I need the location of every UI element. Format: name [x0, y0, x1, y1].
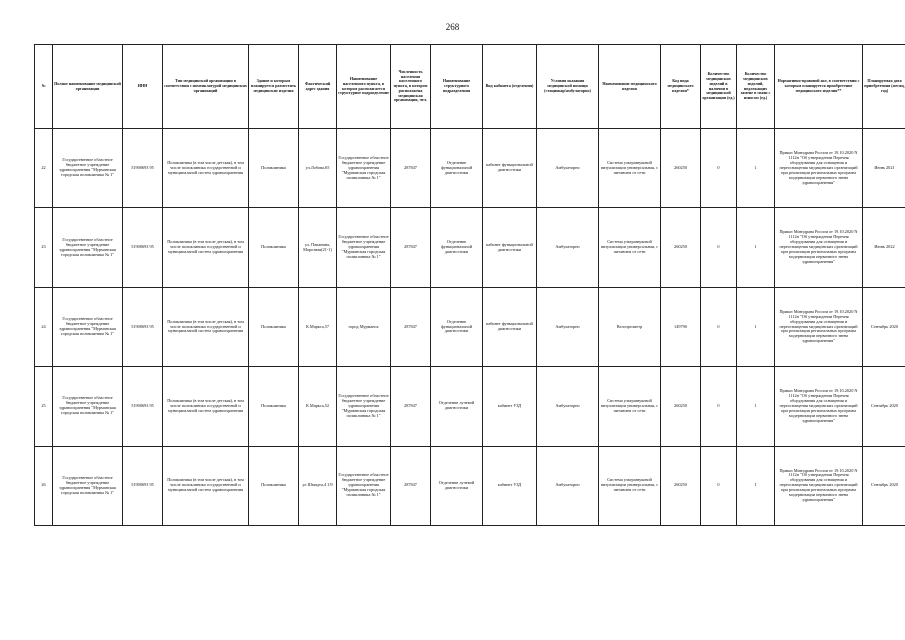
- cell-code: 260250: [661, 367, 701, 446]
- cell-device: Система ультразвуковой визуализации универсальная, с питанием от сети: [599, 367, 661, 446]
- cell-qty-replace: 1: [737, 367, 775, 446]
- cell-cabinet: кабинет УЗД: [483, 367, 537, 446]
- cell-population: 287847: [391, 208, 431, 287]
- cell-inn: 51900693 95: [123, 208, 163, 287]
- cell-locality: Государственное областное бюджетное учреждение здравоохранения "Мурманская городская поликлиника № 1": [337, 208, 391, 287]
- cell-building: Поликлиника: [249, 129, 299, 208]
- cell-locality: Государственное областное бюджетное учреждение здравоохранения "Мурманская городская поликлиника № 1": [337, 446, 391, 525]
- cell-number: 23: [35, 208, 53, 287]
- col-header-type: Тип медицинской организации в соответствии с номенклатурой медицинских организаций: [163, 45, 249, 129]
- cell-qty-replace: 1: [737, 287, 775, 366]
- col-header-code: Код вида медицинского изделия*: [661, 45, 701, 129]
- cell-cabinet: кабинет функциональной диагностики: [483, 208, 537, 287]
- cell-subdivision: Отделение лучевой диагностики: [431, 367, 483, 446]
- cell-conditions: Амбулаторно: [537, 208, 599, 287]
- cell-subdivision: Отделение функциональной диагностики: [431, 129, 483, 208]
- cell-device: Система ультразвуковой визуализации универсальная, с питанием от сети: [599, 446, 661, 525]
- col-header-inn: ИНН: [123, 45, 163, 129]
- table-row: [35, 367, 905, 446]
- cell-org: Государственное областное бюджетное учреждение здравоохранения "Мурманская городская поликлиника № 1": [53, 367, 123, 446]
- cell-building: Поликлиника: [249, 287, 299, 366]
- cell-cabinet: кабинет УЗД: [483, 446, 537, 525]
- cell-population: 287847: [391, 446, 431, 525]
- cell-address: К.Маркса,52: [299, 367, 337, 446]
- header-row: [35, 45, 905, 129]
- col-header-building: Здание и которым планируется разместить медицинские изделия: [249, 45, 299, 129]
- cell-type: Поликлиника (в том числе детская), в том числе поликлиника государственной и муниципальной систем здравоохранения: [163, 287, 249, 366]
- col-header-population: Численность населения населенного пункта, в котором расположена медицинская организация, чел.: [391, 45, 431, 129]
- cell-building: Поликлиника: [249, 367, 299, 446]
- col-header-number: №: [35, 45, 53, 129]
- cell-inn: 51900693 95: [123, 446, 163, 525]
- cell-device: Система ультразвуковой визуализации универсальная, с питанием от сети: [599, 208, 661, 287]
- page-number: 268: [445, 22, 460, 32]
- col-header-qty-have: Количество медицинских изделий в наличии в медицинской организации (ед.): [701, 45, 737, 129]
- cell-locality: город Мурманск: [337, 287, 391, 366]
- cell-date: Июнь 2021: [863, 129, 905, 208]
- cell-number: 25: [35, 367, 53, 446]
- cell-building: Поликлиника: [249, 446, 299, 525]
- cell-org: Государственное областное бюджетное учреждение здравоохранения "Мурманская городская поликлиника № 1": [53, 446, 123, 525]
- cell-qty-have: 0: [701, 446, 737, 525]
- cell-qty-have: 0: [701, 129, 737, 208]
- cell-subdivision: Отделение функциональной диагностики: [431, 208, 483, 287]
- cell-date: Июнь 2022: [863, 208, 905, 287]
- table-row: [35, 446, 905, 525]
- cell-locality: Государственное областное бюджетное учреждение здравоохранения "Мурманская городская поликлиника № 1": [337, 367, 391, 446]
- col-header-conditions: Условия оказания медицинской помощи (стационар/амбулаторно): [537, 45, 599, 129]
- col-header-address: Фактический адрес здания: [299, 45, 337, 129]
- cell-subdivision: Отделение функциональной диагностики: [431, 287, 483, 366]
- col-header-subdivision: Наименование структурного подразделения: [431, 45, 483, 129]
- cell-type: Поликлиника (в том числе детская), в том числе поликлиника государственной и муниципальной систем здравоохранения: [163, 208, 249, 287]
- col-header-device: Наименование медицинского изделия: [599, 45, 661, 129]
- cell-act: Приказ Минздрава России от 19.10.2020 N 1112н "Об утверждении Перечня оборудования для оснащения и переоснащения медицинских организаций при реализации региональных программ модернизации первичного звена здравоохранения": [775, 208, 863, 287]
- cell-conditions: Амбулаторно: [537, 129, 599, 208]
- cell-building: Поликлиника: [249, 208, 299, 287]
- cell-locality: Государственное областное бюджетное учреждение здравоохранения "Мурманская городская поликлиника № 1": [337, 129, 391, 208]
- cell-date: Сентябрь 2020: [863, 446, 905, 525]
- cell-number: 22: [35, 129, 53, 208]
- cell-device: Система ультразвуковой визуализации универсальная, с питанием от сети: [599, 129, 661, 208]
- cell-act: Приказ Минздрава России от 19.10.2020 N 1112н "Об утверждении Перечня оборудования для оснащения и переоснащения медицинских организаций при реализации региональных программ модернизации первичного звена здравоохранения": [775, 367, 863, 446]
- cell-conditions: Амбулаторно: [537, 367, 599, 446]
- cell-cabinet: кабинет функциональной диагностики: [483, 287, 537, 366]
- cell-qty-replace: 1: [737, 129, 775, 208]
- cell-qty-have: 0: [701, 367, 737, 446]
- cell-date: Сентябрь 2020: [863, 287, 905, 366]
- cell-qty-have: 0: [701, 287, 737, 366]
- cell-type: Поликлиника (в том числе детская), в том числе поликлиника государственной и муниципальной систем здравоохранения: [163, 367, 249, 446]
- cell-qty-replace: 1: [737, 208, 775, 287]
- cell-code: 260250: [661, 208, 701, 287]
- cell-code: 260250: [661, 446, 701, 525]
- cell-device: Велоэргометр: [599, 287, 661, 366]
- cell-act: Приказ Минздрава России от 19.10.2020 N 1112н "Об утверждении Перечня оборудования для оснащения и переоснащения медицинских организаций при реализации региональных программ модернизации первичного звена здравоохранения": [775, 446, 863, 525]
- col-header-act: Нормативно-правовой акт, в соответствии с которым планируется приобретение медицинского изделия**: [775, 45, 863, 129]
- equipment-register-table: [34, 44, 905, 526]
- cell-code: 260250: [661, 129, 701, 208]
- cell-population: 287847: [391, 129, 431, 208]
- cell-qty-have: 0: [701, 208, 737, 287]
- col-header-org: Полное наименование медицинской организации: [53, 45, 123, 129]
- cell-population: 287847: [391, 287, 431, 366]
- cell-population: 287847: [391, 367, 431, 446]
- cell-inn: 51900693 95: [123, 129, 163, 208]
- cell-org: Государственное областное бюджетное учреждение здравоохранения "Мурманская городская поликлиника № 1": [53, 287, 123, 366]
- col-header-cabinet: Вид кабинета (отделения): [483, 45, 537, 129]
- col-header-qty-replace: Количество медицинских изделий, подлежащих замене в связи с износом (ед.): [737, 45, 775, 129]
- cell-cabinet: кабинет функциональной диагностики: [483, 129, 537, 208]
- cell-inn: 51900693 95: [123, 367, 163, 446]
- cell-act: Приказ Минздрава России от 19.10.2020 N 1112н "Об утверждении Перечня оборудования для оснащения и переоснащения медицинских организаций при реализации региональных программ модернизации первичного звена здравоохранения": [775, 287, 863, 366]
- cell-type: Поликлиника (в том числе детская), в том числе поликлиника государственной и муниципальной систем здравоохранения: [163, 129, 249, 208]
- cell-address: ул.Лобова,65: [299, 129, 337, 208]
- cell-org: Государственное областное бюджетное учреждение здравоохранения "Мурманская городская поликлиника № 1": [53, 129, 123, 208]
- col-header-locality: Наименование населенного пункта, в котором располагается структурное подразделение: [337, 45, 391, 129]
- cell-org: Государственное областное бюджетное учреждение здравоохранения "Мурманская городская поликлиника № 1": [53, 208, 123, 287]
- table-row: [35, 129, 905, 208]
- cell-qty-replace: 1: [737, 446, 775, 525]
- cell-address: ул. Папанина, Морозная(21-1): [299, 208, 337, 287]
- cell-type: Поликлиника (в том числе детская), в том числе поликлиника государственной и муниципальной систем здравоохранения: [163, 446, 249, 525]
- cell-number: 24: [35, 287, 53, 366]
- col-header-date: Планируемая дата приобретения (месяц, год): [863, 45, 905, 129]
- cell-address: К.Маркса,57: [299, 287, 337, 366]
- cell-date: Сентябрь 2020: [863, 367, 905, 446]
- cell-conditions: Амбулаторно: [537, 446, 599, 525]
- table-row: [35, 287, 905, 366]
- table-row: [35, 208, 905, 287]
- cell-conditions: Амбулаторно: [537, 287, 599, 366]
- cell-address: ул Шмидта,4 1/9: [299, 446, 337, 525]
- cell-subdivision: Отделение лучевой диагностики: [431, 446, 483, 525]
- cell-number: 26: [35, 446, 53, 525]
- cell-inn: 51900693 95: [123, 287, 163, 366]
- cell-code: 149790: [661, 287, 701, 366]
- cell-act: Приказ Минздрава России от 19.10.2020 N 1112н "Об утверждении Перечня оборудования для оснащения и переоснащения медицинских организаций при реализации региональных программ модернизации первичного звена здравоохранения": [775, 129, 863, 208]
